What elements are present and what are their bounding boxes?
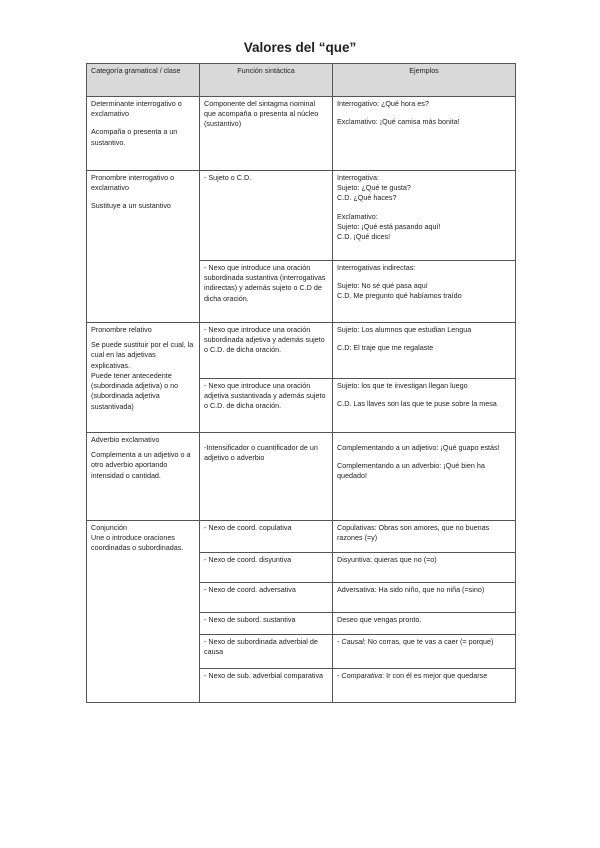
example-line: Sujeto: Los alumnos que estudian Lengua [337,325,472,334]
category-description: Une o introduce oraciones coordinadas o subordinadas. [91,533,184,553]
values-table [86,63,516,703]
category-cell [87,433,200,521]
document-title: Valores del “que” [243,40,357,55]
function-cell: -Intensificador o cuantificador de un adjetivo o adverbio [200,433,333,521]
header-function: Función sintáctica [200,64,333,97]
example-line: C.D. ¿Qué haces? [337,193,397,203]
function-cell: - Nexo de subord. sustantiva [200,613,333,635]
examples-cell [333,433,516,521]
example-line: C.D: El traje que me regalaste [337,343,434,353]
example-line: Interrogativas indirectas: [337,263,416,272]
examples-cell: Deseo que vengas pronto. [333,613,516,635]
function-cell: - Sujeto o C.D. [200,171,333,261]
example-line: Complementando a un adjetivo: ¡Qué guapo estás! [337,443,500,452]
table-header-row [87,64,516,97]
header-examples: Ejemplos [333,64,516,97]
table-row [87,323,516,379]
function-cell: - Nexo de sub. adverbial comparativa [200,669,333,703]
table-row [87,171,516,261]
function-cell: - Nexo de coord. copulativa [200,521,333,553]
category-description: Sustituye a un sustantivo [91,201,171,211]
category-cell [87,521,200,703]
category-description: Acompaña o presenta a un sustantivo. [91,127,178,147]
function-cell: - Nexo de subordinada adverbial de causa [200,635,333,669]
example-text: : Ir con él es mejor que quedarse [382,671,488,680]
examples-cell [333,669,516,703]
category-description: Puede tener antecedente (subordinada adjetiva) o no (subordinada adjetiva sustantivada) [91,370,179,411]
function-cell: - Nexo de coord. adversativa [200,583,333,613]
category-description: Complementa a un adjetivo o a otro adverbio aportando intensidad o cantidad. [91,450,191,480]
table-row [87,521,516,553]
examples-cell [333,171,516,261]
example-line: Complementando a un adverbio: ¡Qué bien ha quedado! [337,461,485,481]
example-line: Interrogativo: ¿Qué hora es? [337,99,429,108]
category-name: Determinante interrogativo o exclamativo [91,99,182,119]
function-cell: - Nexo que introduce una oración adjetiva sustantivada y además sujeto o C.D. de dicha oración. [200,379,333,433]
examples-cell: Disyuntiva: quieras que no (=o) [333,553,516,583]
examples-cell [333,97,516,171]
examples-cell [333,379,516,433]
example-line: Interrogativa: [337,173,379,182]
category-name: Conjunción [91,523,127,532]
example-type: Comparativa [341,671,383,680]
table-row [87,97,516,171]
example-text: : No corras, que te vas a caer (= porque) [363,637,494,646]
table-row [87,433,516,521]
example-line: C.D. Me pregunto qué habíamos traído [337,291,462,301]
example-line: Sujeto: los que te investigan llegan luego [337,381,468,390]
example-type: Causal [341,637,364,646]
category-cell [87,97,200,171]
category-description: Se puede sustituir por el cual, la cual en las adjetivas explicativas. [91,340,194,370]
example-line: Sujeto: No sé qué pasa aquí [337,281,428,291]
example-line: Exclamativo: [337,211,378,221]
example-line: Exclamativo: ¡Qué camisa más bonita! [337,117,460,127]
examples-cell: Adversativa: Ha sido niño, que no niña (=sino) [333,583,516,613]
category-cell [87,171,200,323]
category-name: Adverbio exclamativo [91,435,160,444]
function-cell: Componente del sintagma nominal que acompaña o presenta al núcleo (sustantivo) [200,97,333,171]
example-line: C.D. ¡Qué dices! [337,232,391,242]
examples-cell [333,261,516,323]
category-cell [87,323,200,433]
examples-cell [333,323,516,379]
examples-cell: Copulativas: Obras son amores, que no buenas razones (=y) [333,521,516,553]
category-name: Pronombre interrogativo o exclamativo [91,173,175,193]
example-prefix: - [337,637,342,646]
examples-cell [333,635,516,669]
function-cell: - Nexo que introduce una oración subordinada sustantiva (interrogativas indirectas) y además sujeto o C.D de dicha oración. [200,261,333,323]
category-name: Pronombre relativo [91,325,152,334]
example-line: Sujeto: ¡Qué está pasando aquí! [337,221,441,231]
header-category: Categoría gramatical / clase [87,64,200,97]
function-cell: - Nexo de coord. disyuntiva [200,553,333,583]
example-line: Sujeto: ¿Qué te gusta? [337,183,411,193]
function-cell: - Nexo que introduce una oración subordinada adjetiva y además sujeto o C.D. de dicha oración. [200,323,333,379]
example-prefix: - [337,671,342,680]
example-line: C.D. Las llaves son las que te puse sobre la mesa [337,399,497,409]
